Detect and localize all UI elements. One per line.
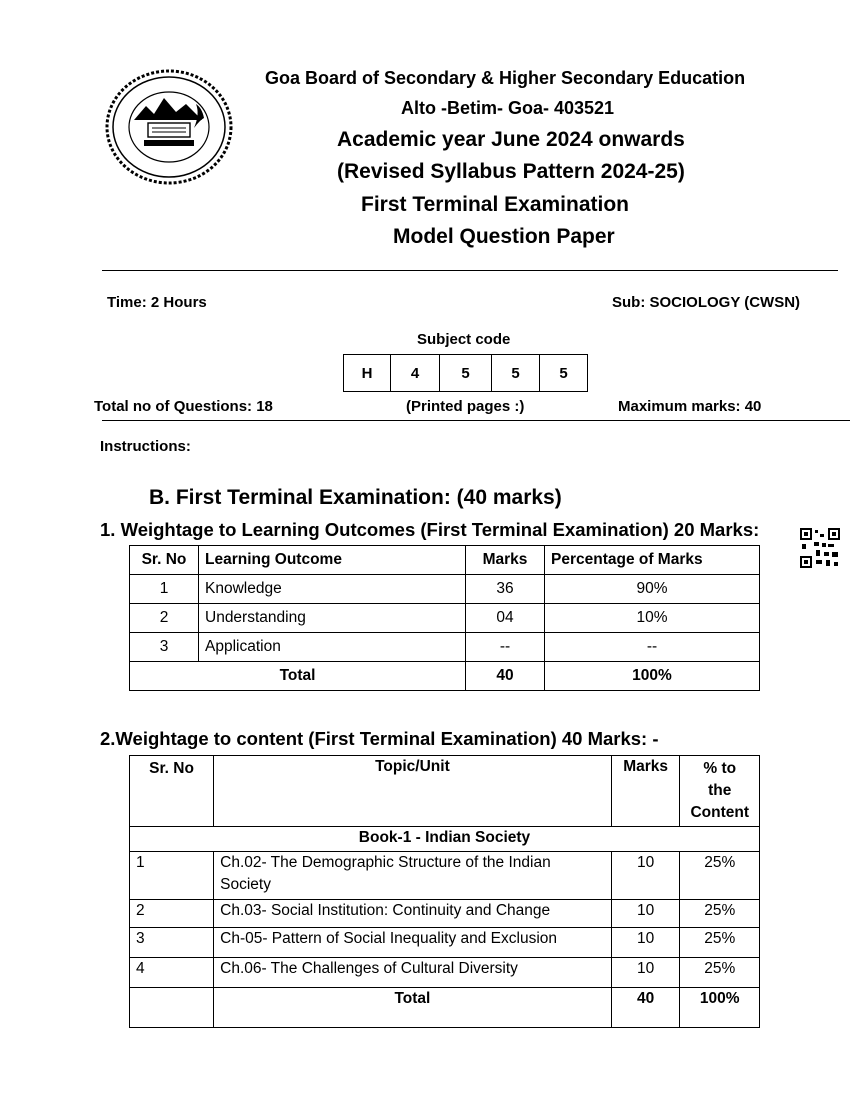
qr-code-icon <box>800 528 840 568</box>
academic-year: Academic year June 2024 onwards <box>337 128 685 151</box>
table1-cell: -- <box>466 633 545 662</box>
subject-code-char: 4 <box>391 355 440 391</box>
table-row <box>130 852 760 900</box>
table1-cell: 10% <box>545 604 760 633</box>
table1-header: Sr. No <box>130 546 199 575</box>
table2-total-percent: 100% <box>680 988 760 1028</box>
table1-header: Marks <box>466 546 545 575</box>
table-row <box>130 900 760 928</box>
learning-outcomes-table <box>129 545 760 691</box>
table2-cell: 25% <box>680 958 760 988</box>
table2-cell: 3 <box>130 928 214 958</box>
subject-code-char: 5 <box>492 355 540 391</box>
table2-cell: 10 <box>611 928 680 958</box>
subject-code-char: 5 <box>440 355 492 391</box>
book-heading: Book-1 - Indian Society <box>130 827 760 852</box>
board-address: Alto -Betim- Goa- 403521 <box>401 98 615 118</box>
subject-code-label: Subject code <box>417 331 511 348</box>
table1-header: Percentage of Marks <box>545 546 760 575</box>
table2-cell: 10 <box>611 958 680 988</box>
table1-title: 1. Weightage to Learning Outcomes (First Terminal Examination) 20 Marks: <box>100 519 760 540</box>
table-total-row <box>130 988 760 1028</box>
instructions-label: Instructions: <box>100 438 191 455</box>
table1-cell: Application <box>199 633 466 662</box>
table1-cell: 1 <box>130 575 199 604</box>
table1-header: Learning Outcome <box>199 546 466 575</box>
printed-pages: (Printed pages :) <box>406 398 525 415</box>
table2-cell: Ch.02- The Demographic Structure of the Indian Society <box>214 852 612 900</box>
table1-cell: 36 <box>466 575 545 604</box>
table1-total-label: Total <box>130 662 466 691</box>
table2-cell: 25% <box>680 928 760 958</box>
section-b-title: B. First Terminal Examination: (40 marks) <box>149 486 562 509</box>
exam-name: First Terminal Examination <box>361 193 630 216</box>
table2-cell: Ch.06- The Challenges of Cultural Diversity <box>214 958 612 988</box>
table2-title: 2.Weightage to content (First Terminal Examination) 40 Marks: - <box>100 728 659 749</box>
table-row <box>130 958 760 988</box>
table2-cell: 25% <box>680 852 760 900</box>
table2-cell: Ch-05- Pattern of Social Inequality and Exclusion <box>214 928 612 958</box>
subject-code-char: H <box>344 355 391 391</box>
board-name: Goa Board of Secondary & Higher Secondary Education <box>265 68 746 88</box>
table1-cell: 2 <box>130 604 199 633</box>
content-weightage-table <box>129 755 760 1028</box>
table2-header: Marks <box>611 756 680 827</box>
subject-code-char: 5 <box>559 364 568 382</box>
table1-cell: 3 <box>130 633 199 662</box>
table1-cell: 04 <box>466 604 545 633</box>
table1-total-marks: 40 <box>466 662 545 691</box>
table1-cell: Understanding <box>199 604 466 633</box>
table2-header: % to the Content <box>680 756 760 827</box>
table-row <box>130 633 760 662</box>
meta-divider <box>102 420 850 421</box>
table-total-row <box>130 662 760 691</box>
maximum-marks: Maximum marks: 40 <box>618 398 762 415</box>
table-row <box>130 575 760 604</box>
table2-header: Topic/Unit <box>214 756 612 827</box>
table-row <box>130 604 760 633</box>
table1-cell: 90% <box>545 575 760 604</box>
table1-cell: Knowledge <box>199 575 466 604</box>
table2-cell: 10 <box>611 852 680 900</box>
table1-cell: -- <box>545 633 760 662</box>
table2-total-label: Total <box>214 988 612 1028</box>
syllabus-pattern: (Revised Syllabus Pattern 2024-25) <box>337 160 685 183</box>
subject-code-boxes <box>343 354 588 392</box>
table1-total-percent: 100% <box>545 662 760 691</box>
table2-total-blank <box>130 988 214 1028</box>
table2-cell: 2 <box>130 900 214 928</box>
table2-total-marks: 40 <box>611 988 680 1028</box>
total-questions: Total no of Questions: 18 <box>94 398 273 415</box>
table2-cell: 10 <box>611 900 680 928</box>
table2-cell: 25% <box>680 900 760 928</box>
paper-type: Model Question Paper <box>393 225 615 248</box>
exam-time: Time: 2 Hours <box>107 294 207 311</box>
table2-header: Sr. No <box>130 756 214 827</box>
table2-cell: 1 <box>130 852 214 900</box>
table2-cell: 4 <box>130 958 214 988</box>
table-row <box>130 928 760 958</box>
table2-cell: Ch.03- Social Institution: Continuity and Change <box>214 900 612 928</box>
subject-name: Sub: SOCIOLOGY (CWSN) <box>612 294 801 311</box>
header-divider <box>102 270 838 271</box>
board-seal-logo <box>104 68 234 186</box>
